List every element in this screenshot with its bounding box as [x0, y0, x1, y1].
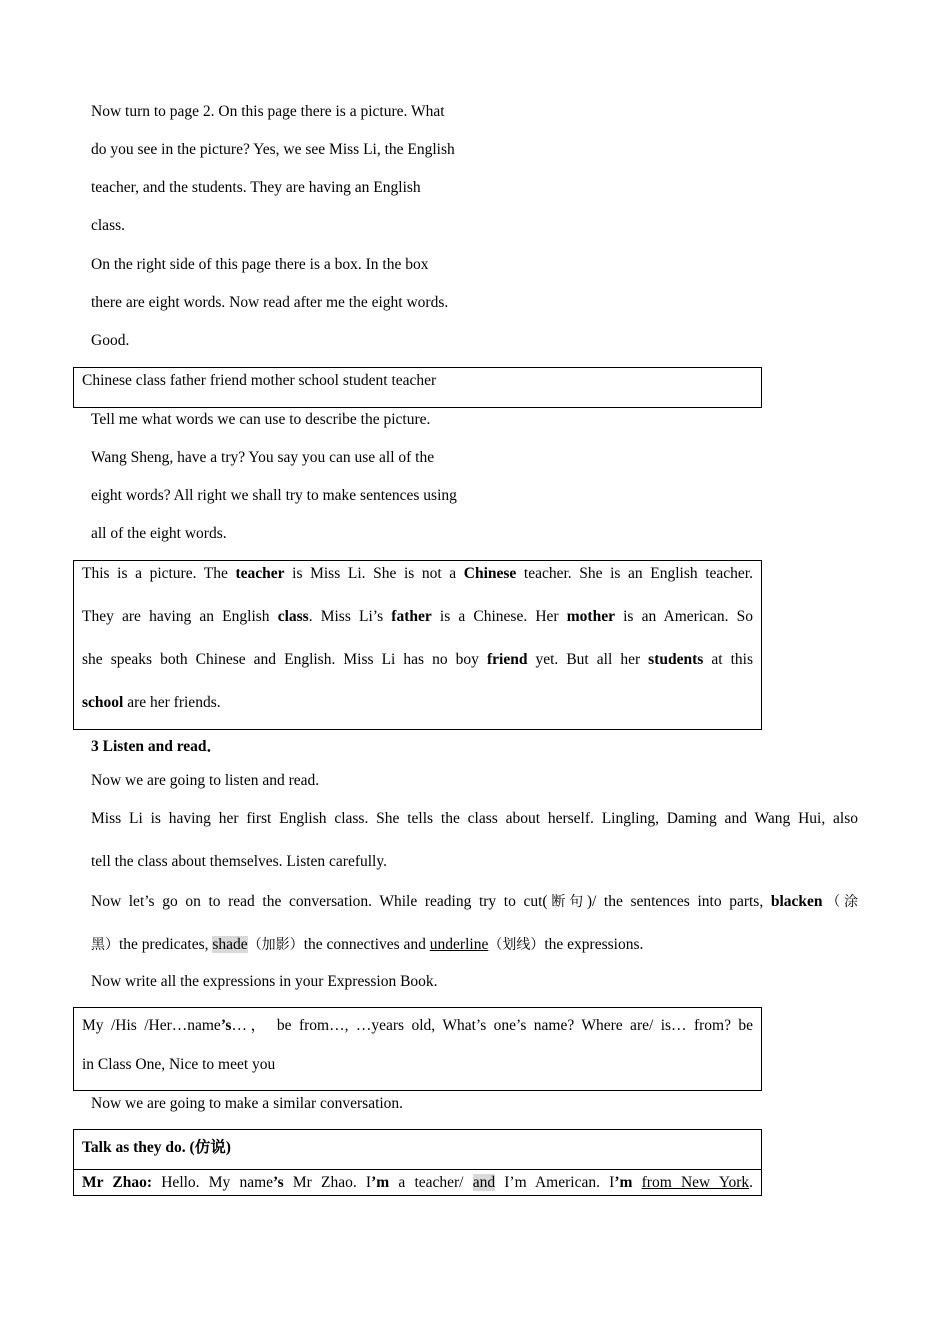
paragraph-line-2: They are having an English class. Miss Li’s father is a Chinese. Her mother is an American. So — [82, 608, 754, 625]
keyword: father — [391, 608, 432, 625]
paragraph-line-3: she speaks both Chinese and English. Miss Li has no boy friend yet. But all her students at this — [82, 651, 753, 668]
section-line-3: tell the class about themselves. Listen carefully. — [91, 853, 387, 870]
table-divider — [74, 1169, 761, 1170]
keyword: class — [277, 608, 309, 625]
section-line-4: Now let’s go on to read the conversation. While reading try to cut(断句)/ the sentences into parts, blacken（涂 — [91, 893, 859, 910]
section-line-1: Now we are going to listen and read. — [91, 772, 320, 789]
keyword: friend — [486, 651, 528, 668]
section-heading: 3 Listen and read． — [91, 738, 223, 755]
talk-table-header: Talk as they do. (仿说) — [82, 1139, 231, 1156]
word-box — [73, 367, 762, 408]
intro-line-4: class. — [91, 217, 126, 234]
section-line-6: Now write all the expressions in your Expression Book. — [91, 973, 438, 990]
intro-line-3: teacher, and the students. They are having an English — [91, 179, 421, 196]
keyword: Chinese — [463, 565, 517, 582]
talk-table — [73, 1129, 762, 1196]
speaker-label: Mr Zhao: — [82, 1174, 153, 1191]
sentences-box — [73, 560, 762, 730]
intro-line-7: Good. — [91, 332, 130, 349]
describe-line-1: Tell me what words we can use to describe the picture. — [91, 411, 431, 428]
describe-line-2: Wang Sheng, have a try? You say you can use all of the — [91, 449, 435, 466]
intro-line-6: there are eight words. Now read after me the eight words. — [91, 294, 449, 311]
expressions-box — [73, 1007, 762, 1091]
similar-line: Now we are going to make a similar conversation. — [91, 1095, 404, 1112]
paragraph-line-1: This is a picture. The teacher is Miss Li. She is not a Chinese teacher. She is an English teacher. — [82, 565, 753, 582]
keyword: school — [82, 694, 124, 711]
expressions-line-1: My /His /Her…name’s…， be from…, …years old, What’s one’s name? Where are/ is… from? be — [82, 1017, 754, 1034]
describe-line-4: all of the eight words. — [91, 525, 227, 542]
intro-line-1: Now turn to page 2. On this page there is a picture. What — [91, 103, 445, 120]
expressions-line-2: in Class One, Nice to meet you — [82, 1056, 276, 1073]
keyword: students — [648, 651, 704, 668]
intro-line-2: do you see in the picture? Yes, we see Miss Li, the English — [91, 141, 455, 158]
section-line-5: 黑）the predicates, shade（加影）the connectives and underline（划线）the expressions. — [91, 936, 644, 953]
paragraph-line-4: school are her friends. — [82, 694, 221, 711]
shade-highlight: shade — [212, 936, 248, 953]
keyword: mother — [566, 608, 615, 625]
talk-table-row: Mr Zhao: Hello. My name’s Mr Zhao. I’m a teacher/ and I’m American. I’m from New York. — [82, 1174, 754, 1191]
section-line-2: Miss Li is having her first English class. She tells the class about herself. Lingling, Daming and Wang Hui, also — [91, 810, 858, 827]
intro-line-5: On the right side of this page there is a box. In the box — [91, 256, 429, 273]
keyword: teacher — [235, 565, 285, 582]
word-box-text: Chinese class father friend mother school student teacher — [82, 372, 437, 389]
describe-line-3: eight words? All right we shall try to make sentences using — [91, 487, 457, 504]
